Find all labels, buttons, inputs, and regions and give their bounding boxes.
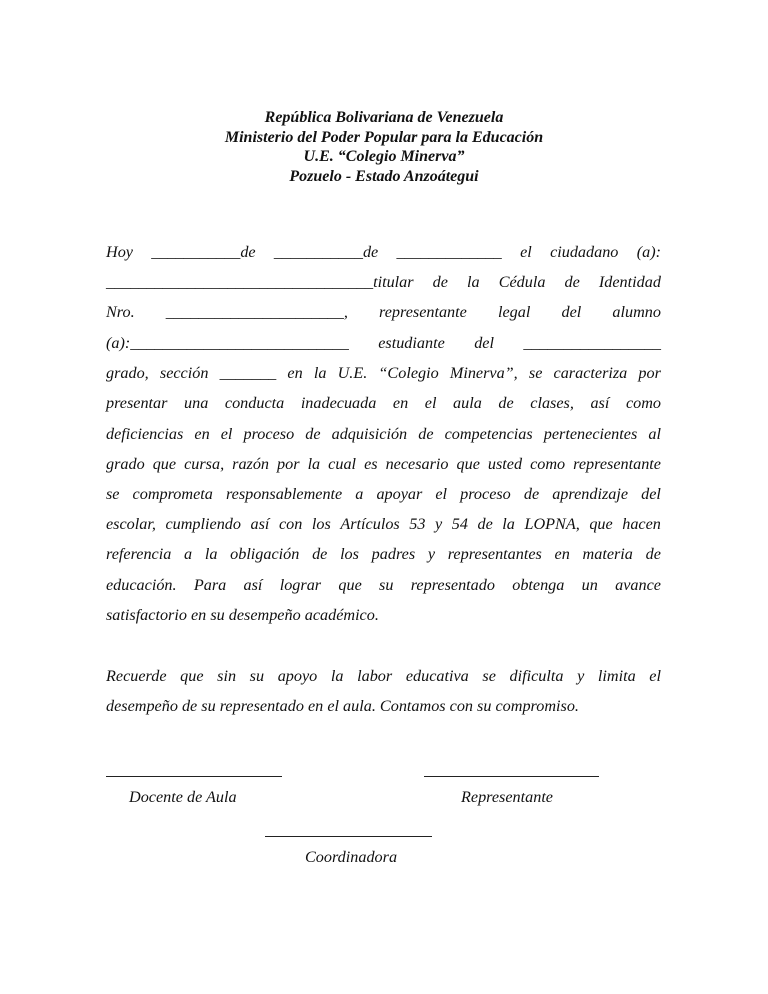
- closing-line-2-text: desempeño de su representado en el aula. Contamos con su compromiso.: [106, 697, 579, 715]
- word: se: [528, 364, 543, 382]
- word: necesario: [385, 455, 449, 473]
- word: representado: [410, 576, 495, 594]
- body-line-10: [106, 513, 661, 535]
- word: la: [204, 545, 218, 563]
- body-line-2: [106, 271, 661, 293]
- word: ______________________,: [165, 303, 348, 321]
- word: presentar: [106, 394, 168, 412]
- header-country: República Bolivariana de Venezuela: [264, 109, 504, 126]
- word: ___________de: [151, 243, 256, 261]
- word: que: [152, 455, 177, 473]
- word: se: [482, 667, 496, 685]
- word: responsablemente: [225, 485, 343, 503]
- word: alumno: [612, 303, 661, 321]
- word: del: [474, 334, 494, 352]
- word: escolar,: [106, 515, 156, 533]
- word: avance: [615, 576, 661, 594]
- word: proceso: [460, 485, 511, 503]
- word: la: [330, 667, 344, 685]
- word: _______: [219, 364, 277, 382]
- body-line-11: [106, 543, 661, 565]
- word: apoyar: [376, 485, 423, 503]
- word: referencia: [106, 545, 172, 563]
- word: grado: [106, 455, 145, 473]
- closing-line-1: [106, 665, 661, 687]
- word: así: [590, 394, 610, 412]
- word: clases,: [530, 394, 574, 412]
- word: competencias: [444, 425, 533, 443]
- body-line-6: [106, 392, 661, 414]
- header-ministry: Ministerio del Poder Popular para la Educación: [224, 128, 544, 146]
- body-line-3: [106, 301, 661, 323]
- word: (a):: [636, 243, 661, 261]
- word: en: [554, 545, 570, 563]
- word: Recuerde: [106, 667, 167, 685]
- word: de: [523, 485, 540, 503]
- word: el: [520, 243, 532, 261]
- word: a: [184, 545, 193, 563]
- word: ciudadano: [550, 243, 619, 261]
- word: Hoy: [106, 243, 133, 261]
- header-school: U.E. “Colegio Minerva”: [303, 148, 465, 165]
- word: el: [435, 485, 448, 503]
- word: del: [641, 485, 661, 503]
- word: de: [418, 425, 434, 443]
- word: _________________________________titular: [106, 273, 414, 291]
- word: usted: [487, 455, 523, 473]
- word: cursa,: [184, 455, 225, 473]
- word: educación.: [106, 576, 177, 594]
- word: a: [355, 485, 364, 503]
- word: _____________: [396, 243, 502, 261]
- word: que: [589, 515, 613, 533]
- word: Minerva”,: [449, 364, 518, 382]
- word: como: [625, 394, 661, 412]
- word: por: [277, 455, 300, 473]
- coordinadora-signature-label: Coordinadora: [305, 848, 398, 866]
- representante-signature-line: [424, 776, 599, 777]
- word: representantes: [447, 545, 542, 563]
- word: los: [311, 515, 331, 533]
- word: LOPNA,: [524, 515, 580, 533]
- word: 54: [451, 515, 468, 533]
- word: proceso: [243, 425, 295, 443]
- word: 53: [409, 515, 426, 533]
- word: limita: [597, 667, 636, 685]
- word: es: [364, 455, 378, 473]
- word: de: [645, 545, 661, 563]
- word: la: [467, 273, 480, 291]
- word: los: [340, 545, 359, 563]
- word: conducta: [224, 394, 285, 412]
- word: “Colegio: [378, 364, 439, 382]
- body-line-12: [106, 574, 661, 596]
- word: así: [243, 576, 263, 594]
- word: de: [498, 394, 514, 412]
- word: la: [307, 455, 321, 473]
- header-location: Pozuelo - Estado Anzoátegui: [289, 167, 479, 185]
- word: apoyo: [277, 667, 318, 685]
- word: materia: [582, 545, 633, 563]
- word: pertenecientes: [543, 425, 638, 443]
- word: al: [648, 425, 661, 443]
- word: el: [424, 394, 437, 412]
- word: como: [530, 455, 566, 473]
- word: ___________de: [273, 243, 379, 261]
- closing-line-2: [106, 695, 661, 717]
- word: el: [649, 667, 661, 685]
- word: sin: [217, 667, 237, 685]
- word: de: [564, 273, 580, 291]
- word: una: [184, 394, 209, 412]
- word: deficiencias: [106, 425, 184, 443]
- word: de: [312, 545, 328, 563]
- body-line-13: [106, 604, 661, 626]
- word: su: [249, 667, 265, 685]
- word: con: [278, 515, 303, 533]
- word: Identidad: [598, 273, 661, 291]
- word: legal: [497, 303, 531, 321]
- word: educativa: [405, 667, 469, 685]
- word: que: [338, 576, 362, 594]
- word: cual: [328, 455, 357, 473]
- word: del: [561, 303, 582, 321]
- body-line-13-text: satisfactorio en su desempeño académico.: [106, 606, 379, 624]
- word: la: [313, 364, 327, 382]
- word: se: [106, 485, 120, 503]
- word: padres: [371, 545, 416, 563]
- word: que: [456, 455, 480, 473]
- coordinadora-signature-line: [265, 836, 432, 837]
- word: estudiante: [378, 334, 445, 352]
- word: sección: [159, 364, 209, 382]
- docente-signature-label: Docente de Aula: [129, 788, 237, 806]
- word: y: [435, 515, 443, 533]
- word: U.E.: [337, 364, 368, 382]
- word: hacen: [622, 515, 661, 533]
- word: de: [432, 273, 448, 291]
- word: aprendizaje: [552, 485, 629, 503]
- word: lograr: [279, 576, 322, 594]
- body-line-7: [106, 423, 661, 445]
- word: labor: [357, 667, 393, 685]
- word: comprometa: [132, 485, 213, 503]
- word: (a):___________________________: [106, 334, 349, 352]
- word: de: [477, 515, 493, 533]
- word: por: [638, 364, 661, 382]
- word: Para: [193, 576, 227, 594]
- body-line-5: [106, 362, 661, 384]
- word: cumpliendo: [165, 515, 241, 533]
- representante-signature-label: Representante: [461, 788, 553, 806]
- word: en: [392, 394, 409, 412]
- word: razón: [232, 455, 270, 473]
- word: adquisición: [331, 425, 408, 443]
- word: un: [581, 576, 598, 594]
- word: representante: [379, 303, 467, 321]
- word: representante: [573, 455, 661, 473]
- word: Nro.: [106, 303, 135, 321]
- body-line-4: [106, 332, 661, 354]
- word: grado,: [106, 364, 149, 382]
- word: aula: [453, 394, 482, 412]
- docente-signature-line: [106, 776, 282, 777]
- word: y: [577, 667, 585, 685]
- body-line-9: [106, 483, 661, 505]
- word: obtenga: [512, 576, 565, 594]
- word: el: [220, 425, 233, 443]
- word: dificulta: [509, 667, 564, 685]
- word: inadecuada: [300, 394, 377, 412]
- word: _________________: [523, 334, 661, 352]
- word: y: [427, 545, 436, 563]
- word: caracteriza: [553, 364, 628, 382]
- body-line-8: [106, 453, 661, 475]
- word: así: [250, 515, 270, 533]
- word: en: [287, 364, 303, 382]
- word: Artículos: [340, 515, 400, 533]
- word: Cédula: [498, 273, 546, 291]
- word: su: [379, 576, 394, 594]
- word: que: [180, 667, 204, 685]
- word: obligación: [230, 545, 300, 563]
- word: de: [305, 425, 321, 443]
- body-line-1: [106, 241, 661, 263]
- word: la: [502, 515, 515, 533]
- letterhead: [0, 108, 768, 186]
- word: en: [194, 425, 210, 443]
